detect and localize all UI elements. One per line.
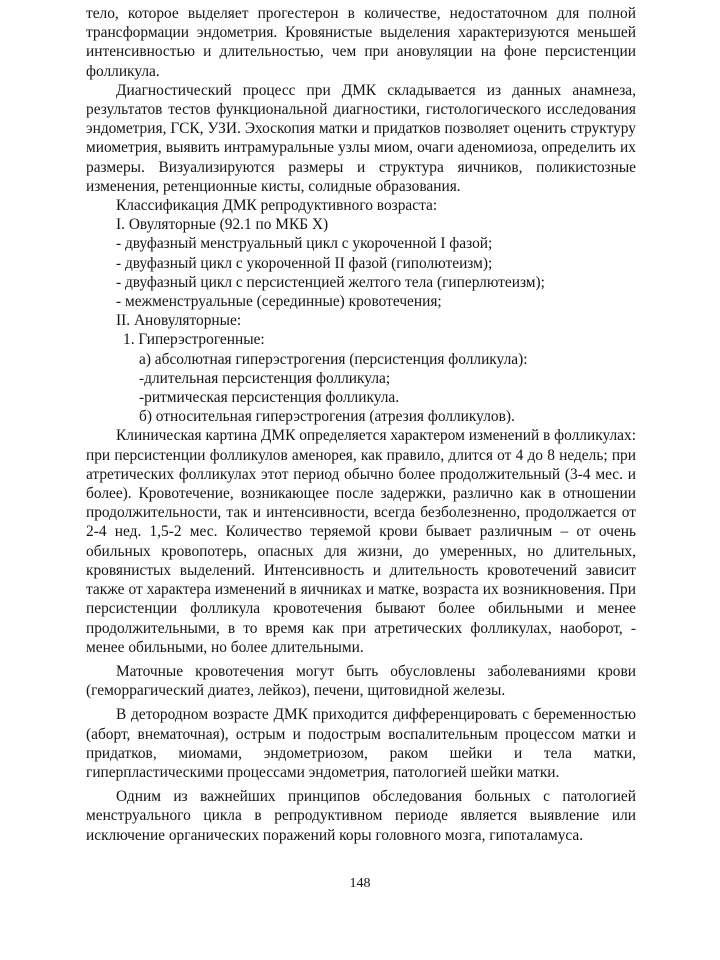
classification-item: - двуфазный цикл с персистенцией желтого тела (гиперлютеизм);: [116, 273, 545, 291]
classification-subitem: б) относительная гиперэстрогения (атрезия фолликулов).: [139, 408, 515, 426]
paragraph-5: В детородном возрасте ДМК приходится дифференцировать с беременностью (аборт, внематочная), острым и подострым воспалительным процессом матки и придатков, миомами, эндометриозом, раком шейки и тела матки, гиперпластическими процессами эндометрия, патологией шейки матки.: [86, 706, 636, 781]
paragraph-2: Диагностический процесс при ДМК складывается из данных анамнеза, результатов тестов функциональной диагностики, гистологического исследования эндометрия, ГСК, УЗИ. Эхоскопия матки и придатков позволяет оценить структуру миометрия, выявить интрамуральные узлы миом, очаги аденомиоза, определить их размеры. Визуализируются размеры и структура яичников, поликистозные изменения, ретенционные кисты, солидные образования.: [86, 81, 636, 195]
classification-group-ovulatory: I. Овуляторные (92.1 по МКБ X): [116, 216, 329, 234]
classification-subitem: -длительная персистенция фолликула;: [139, 369, 391, 387]
body-text: [86, 4, 636, 845]
page-number: 148: [349, 876, 371, 891]
classification-group-anovulatory: II. Ановуляторные:: [116, 312, 242, 330]
classification-item: - двуфазный менструальный цикл с укороченной I фазой;: [116, 235, 493, 253]
classification-item: - межменструальные (серединные) кровотечения;: [116, 293, 442, 311]
classification-heading: Классификация ДМК репродуктивного возраста:: [116, 197, 438, 215]
paragraph-4: Маточные кровотечения могут быть обусловлены заболеваниями крови (геморрагический диатез, лейкоз), печени, щитовидной железы.: [86, 662, 636, 700]
paragraph-3: Клиническая картина ДМК определяется характером изменений в фолликулах: при персистенции фолликулов аменорея, как правило, длится от 4 до 8 недель; при атретических фолликулах этот период обычно более продолжительный (3-4 мес. и более). Кровотечение, возникающее после задержки, различно как в отношении продолжительности, так и интенсивности, всегда безболезненно, продолжается от 2-4 нед. 1,5-2 мес. Количество теряемой крови бывает различным – от очень обильных кровопотерь, опасных для жизни, до умеренных, но длительных, кровянистых выделений. Интенсивность и длительность кровотечений зависит также от характера изменений в яичниках и матке, возраста их возникновения. При персистенции фолликула кровотечения бывают более обильными и менее продолжительными, в то время как при атретических фолликулах, наоборот, - менее обильными, но более длительными.: [86, 427, 636, 656]
classification-subitem: -ритмическая персистенция фолликула.: [139, 389, 400, 407]
classification-subgroup: 1. Гиперэстрогенные:: [123, 331, 265, 349]
classification-subitem: а) абсолютная гиперэстрогения (персистенция фолликула):: [139, 350, 528, 368]
paragraph-6: Одним из важнейших принципов обследования больных с патологией менструального цикла в репродуктивном периоде является выявление или исключение органических поражений коры головного мозга, гипоталамуса.: [86, 788, 636, 844]
classification-block: [86, 196, 636, 426]
paragraph-1: тело, которое выделяет прогестерон в количестве, недостаточном для полной трансформации эндометрия. Кровянистые выделения характеризуются меньшей интенсивностью и длительностью, чем при ановуляции на фоне персистенции фолликула.: [86, 5, 636, 80]
classification-item: - двуфазный цикл с укороченной II фазой (гиполютеизм);: [116, 254, 493, 272]
